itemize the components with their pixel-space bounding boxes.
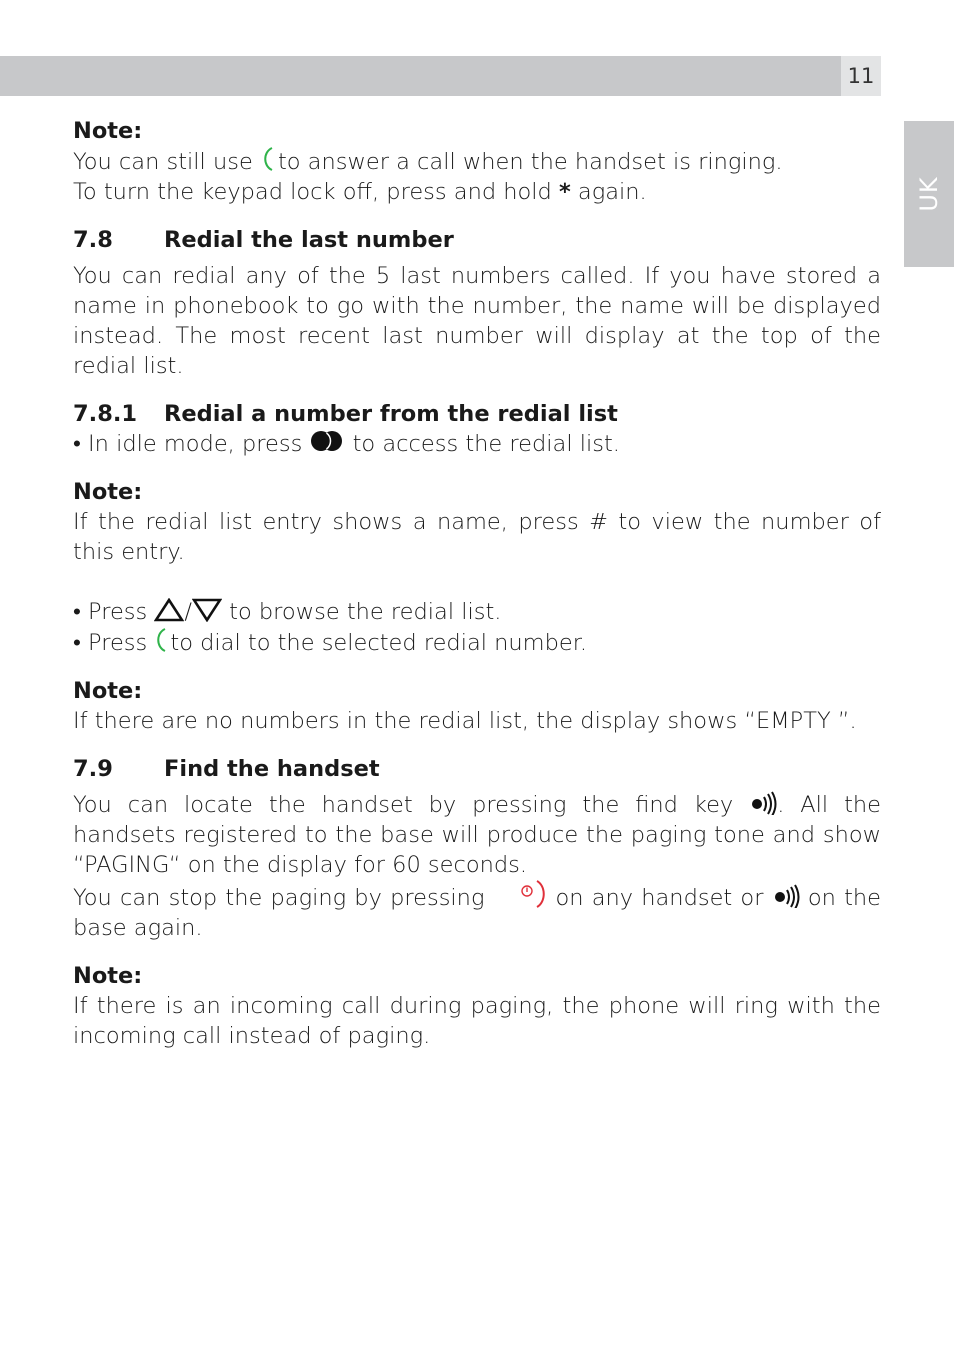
redial-icon <box>309 430 345 454</box>
section-heading-7-8: 7.8 Redial the last number <box>73 227 454 253</box>
paging-incoming-note: If there is an incoming call during paging, the phone will ring with the incoming call instead of paging. <box>73 993 881 1049</box>
redial-name-note: If the redial list entry shows a name, press # to view the number of this entry. <box>73 509 881 565</box>
end-call-icon <box>517 880 547 908</box>
down-arrow-icon <box>192 598 222 622</box>
section-heading-7-8-1: 7.8.1 Redial a number from the redial list <box>73 401 618 427</box>
find-key-icon <box>772 884 800 908</box>
note-label: Note: <box>73 963 143 989</box>
header-bar <box>0 56 841 96</box>
redial-empty-note: If there are no numbers in the redial list, the display shows “EMPTY ”. <box>73 708 857 734</box>
page-number: 11 <box>841 56 881 96</box>
note-label: Note: <box>73 479 143 505</box>
language-tab <box>904 121 954 267</box>
page-content <box>73 116 881 1051</box>
language-tab-label: UK <box>915 176 943 212</box>
section-heading-7-9: 7.9 Find the handset <box>73 756 380 782</box>
bullet-redial-access: • In idle mode, press to access the redial list. <box>73 431 620 457</box>
find-handset-body: You can locate the handset by pressing the find key . All the handsets registered to the base will produce the paging tone and show “PAGING“ on the display for 60 seconds. You can stop the paging by pressing on any handset or on the base again. <box>73 792 882 941</box>
find-key-icon <box>749 791 777 815</box>
talk-key-note: You can still use to answer a call when the handset is ringing. To turn the keypad lock off, press and hold * again. <box>73 146 881 207</box>
bullet-browse-redial: • Press / to browse the redial list. • Press to dial to the selected redial number. <box>73 599 588 656</box>
section-7-8-body: You can redial any of the 5 last numbers called. If you have stored a name in phonebook to go with the number, the name will be displayed instead. The most recent last number will display at the top of the redial list. <box>73 263 881 379</box>
up-arrow-icon <box>154 598 184 622</box>
note-label: Note: <box>73 678 143 704</box>
talk-icon <box>154 627 170 653</box>
talk-icon <box>260 146 278 172</box>
note-label: Note: <box>73 118 143 144</box>
